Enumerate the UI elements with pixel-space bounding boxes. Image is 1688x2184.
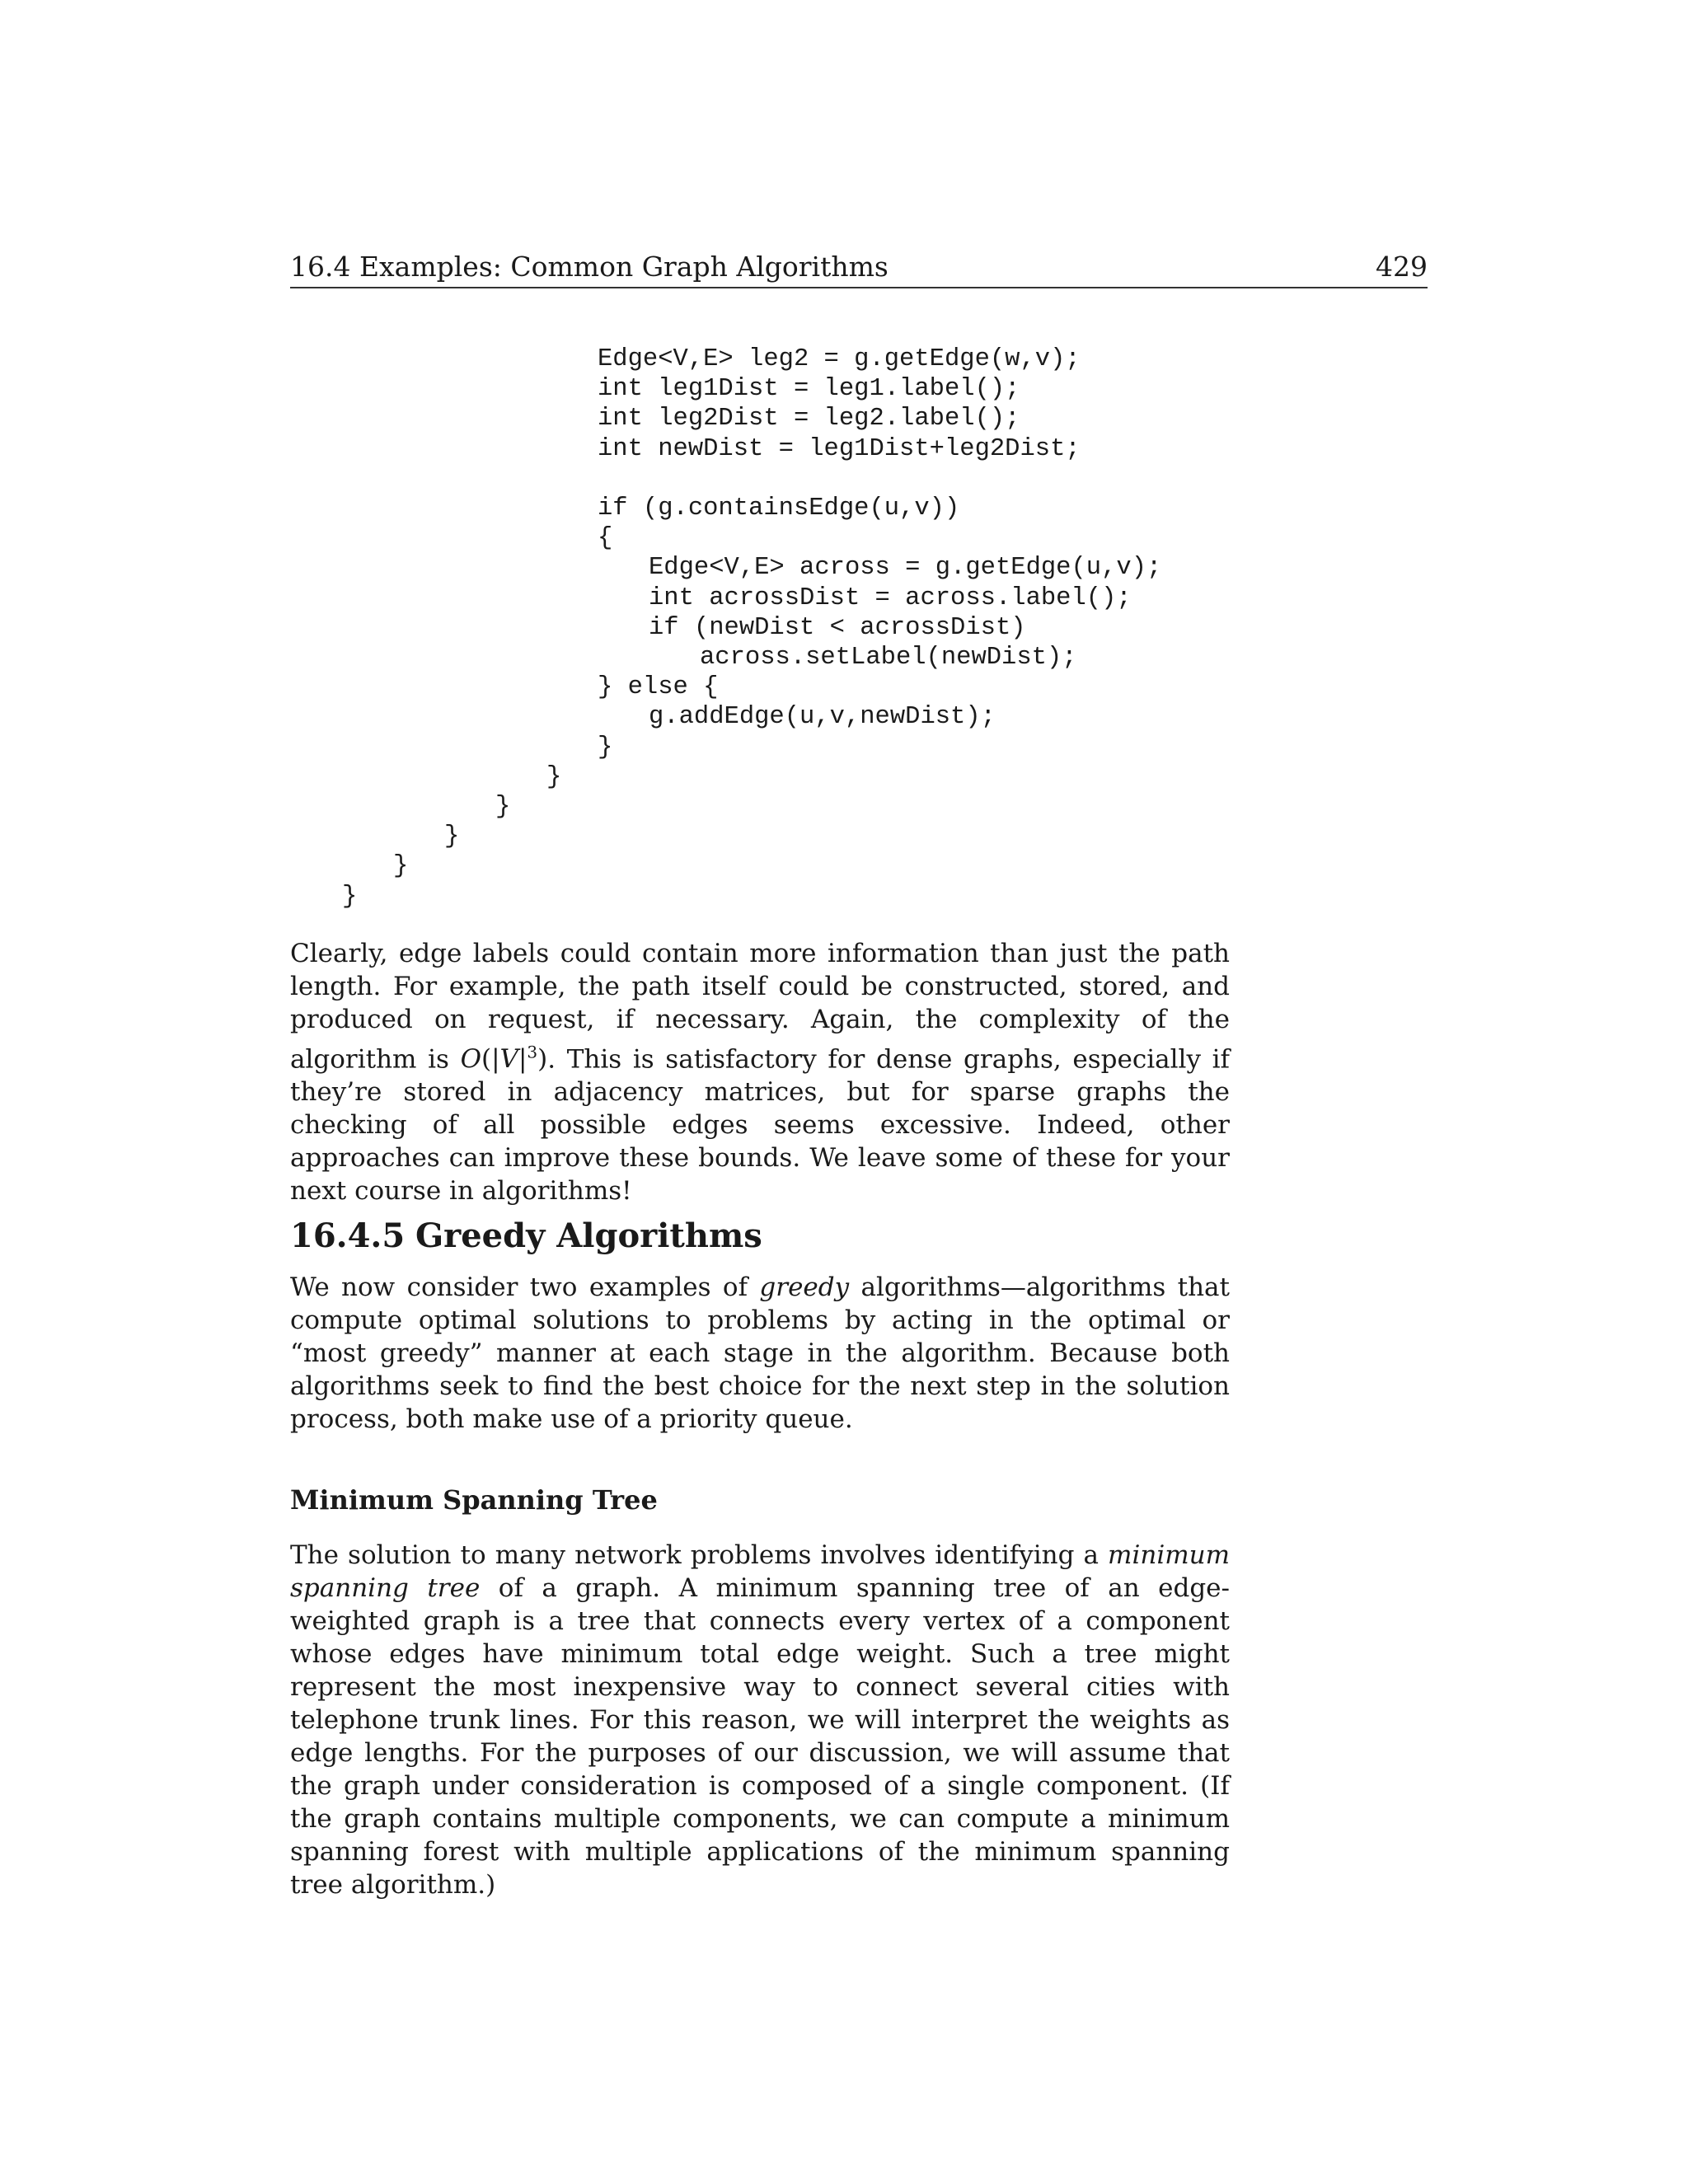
code-line: if (g.containsEdge(u,v)) (598, 494, 960, 523)
paragraph-greedy-text-2: algorithms—algorithms that compute optimal solutions to problems by acting in the optimal or “most greedy” manner at each stage in the algorithm. Because both algorithms seek to find the best choice for the next step in the solution process, both make use of a priority queue. (290, 1272, 1230, 1434)
code-line: { (598, 524, 613, 553)
paragraph-complexity-text-1: Clearly, edge labels could contain more information than just the path length. For example, the path itself could be constructed, stored, and produced on request, if necessary. Again, the complexity of the algorithm is (290, 939, 1230, 1075)
code-line: Edge<V,E> across = g.getEdge(u,v); (649, 554, 1162, 583)
code-line: across.setLabel(newDist); (700, 644, 1077, 672)
paragraph-complexity (290, 937, 1230, 1207)
math-o: O (460, 1044, 481, 1075)
code-line: } (342, 882, 358, 911)
page-number: 429 (1376, 251, 1428, 283)
running-head (290, 247, 1428, 288)
code-line: int acrossDist = across.label(); (649, 583, 1132, 612)
paragraph-greedy (290, 1271, 1230, 1436)
code-line: int leg1Dist = leg1.label(); (598, 375, 1020, 404)
math-close: | (518, 1044, 528, 1075)
running-head-title: 16.4 Examples: Common Graph Algorithms (290, 251, 889, 283)
math-end: ) (537, 1044, 548, 1075)
code-line: Edge<V,E> leg2 = g.getEdge(w,v); (598, 345, 1081, 373)
big-o-expression (461, 1044, 548, 1074)
code-line: int newDist = leg1Dist+leg2Dist; (598, 434, 1081, 463)
section-title: Greedy Algorithms (415, 1216, 762, 1255)
code-line: } (444, 823, 460, 851)
code-line: } (495, 793, 511, 821)
code-line: g.addEdge(u,v,newDist); (649, 703, 996, 732)
math-v: V (499, 1044, 518, 1075)
code-line: } (598, 733, 613, 762)
section-heading (290, 1216, 762, 1257)
paragraph-mst (290, 1539, 1230, 1901)
subsection-heading: Minimum Spanning Tree (290, 1484, 658, 1516)
paragraph-greedy-emphasis: greedy (759, 1272, 850, 1302)
paragraph-complexity-text-2: . This is satisfactory for dense graphs, especially if they’re stored in adjacency matrices, but for sparse graphs the checking of all possible edges seems excessive. Indeed, other approaches can improve these bounds. We leave some of these for your next course in algorithms! (290, 1044, 1230, 1207)
paragraph-mst-text-2: of a graph. A minimum spanning tree of an edge-weighted graph is a tree that connects every vertex of a component whose edges have minimum total edge weight. Such a tree might represent the most inexpensive way to connect several cities with telephone trunk lines. For this reason, we will interpret the weights as edge lengths. For the purposes of our discussion, we will assume that the graph under consideration is composed of a single component. (If the graph contains multiple components, we can compute a minimum spanning forest with multiple applications of the minimum spanning tree algorithm.) (290, 1573, 1230, 1900)
math-open: (| (481, 1044, 500, 1075)
paragraph-greedy-text-1: We now consider two examples of (290, 1272, 760, 1302)
code-line: } (393, 852, 409, 881)
code-line: } (546, 762, 562, 791)
paragraph-mst-emphasis: minimum spanning tree (290, 1540, 1230, 1603)
code-line: if (newDist < acrossDist) (649, 613, 1026, 642)
math-exponent: 3 (527, 1043, 538, 1062)
section-number: 16.4.5 (290, 1216, 406, 1255)
paragraph-mst-text-1: The solution to many network problems involves identifying a (290, 1540, 1109, 1570)
code-line: int leg2Dist = leg2.label(); (598, 405, 1020, 434)
code-line: } else { (598, 673, 719, 702)
